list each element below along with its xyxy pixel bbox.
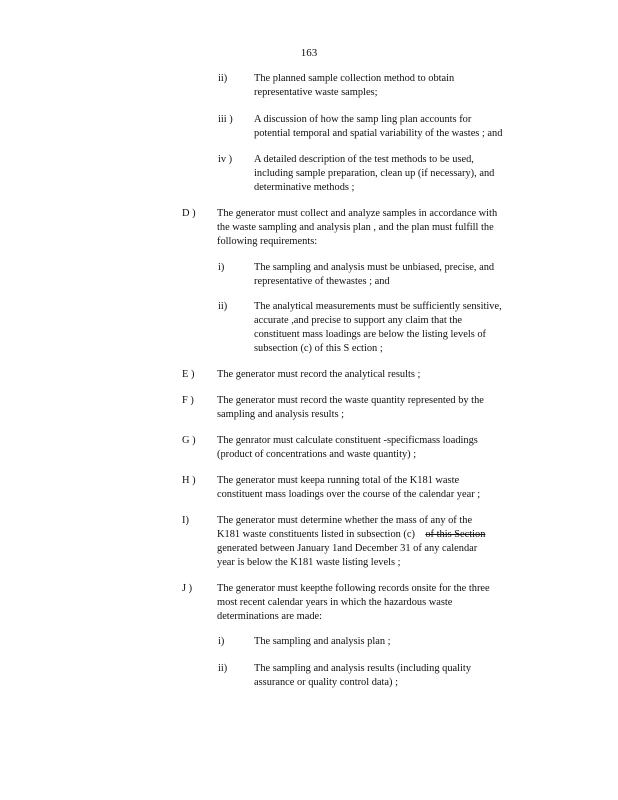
text-line: including sample preparation, clean up (if necessary), and xyxy=(254,168,495,179)
item-label: ii) xyxy=(218,301,228,312)
item-text xyxy=(254,662,471,690)
text-line: assurance or quality control data) ; xyxy=(254,677,398,688)
item-text xyxy=(254,72,454,100)
text-line-part: K181 waste constituents listed in subsection (c) xyxy=(217,529,415,540)
text-line: determinations are made: xyxy=(217,611,323,622)
item-label: E ) xyxy=(182,369,195,380)
item-text xyxy=(217,394,484,422)
text-line: the waste sampling and analysis plan , and the plan must fulfill the xyxy=(217,222,494,233)
item-text xyxy=(254,113,502,141)
text-line: The sampling and analysis plan ; xyxy=(254,636,391,647)
text-line: subsection (c) of this S ection ; xyxy=(254,343,383,354)
item-label: ii) xyxy=(218,663,228,674)
item-text xyxy=(254,635,391,649)
text-line: accurate ,and precise to support any claim that the xyxy=(254,315,463,326)
text-line: (product of concentrations and waste quantity) ; xyxy=(217,449,417,460)
text-line: potential temporal and spatial variability of the wastes ; and xyxy=(254,128,503,139)
item-label: iii ) xyxy=(218,114,233,125)
item-label: I) xyxy=(182,515,189,526)
item-text xyxy=(254,300,502,356)
text-line: determinative methods ; xyxy=(254,182,355,193)
item-text xyxy=(254,261,494,289)
text-line: The generator must keepthe following records onsite for the three xyxy=(217,583,490,594)
item-label: iv ) xyxy=(218,154,233,165)
text-line: A discussion of how the samp ling plan accounts for xyxy=(254,114,472,125)
item-text xyxy=(217,514,485,570)
text-line: The generator must collect and analyze samples in accordance with xyxy=(217,208,498,219)
text-line: The generator must determine whether the mass of any of the xyxy=(217,515,473,526)
item-label: H ) xyxy=(182,475,196,486)
item-label: F ) xyxy=(182,395,194,406)
text-line: sampling and analysis results ; xyxy=(217,409,344,420)
text-line: The generator must keepa running total of the K181 waste xyxy=(217,475,460,486)
item-label: ii) xyxy=(218,73,228,84)
text-line: The sampling and analysis results (including quality xyxy=(254,663,472,674)
text-line: The analytical measurements must be sufficiently sensitive, xyxy=(254,301,502,312)
text-line: The generator must record the waste quantity represented by the xyxy=(217,395,484,406)
item-label: J ) xyxy=(182,583,193,594)
item-text xyxy=(217,582,490,624)
text-line: generated between January 1and December 31 of any calendar xyxy=(217,543,478,554)
item-label: D ) xyxy=(182,208,196,219)
text-line: constituent mass loadings over the course of the calendar year ; xyxy=(217,489,481,500)
item-text xyxy=(217,368,420,382)
item-label: G ) xyxy=(182,435,196,446)
item-text xyxy=(217,434,478,462)
text-line: The planned sample collection method to obtain xyxy=(254,73,455,84)
text-line: The genrator must calculate constituent -specificmass loadings xyxy=(217,435,478,446)
text-line: A detailed description of the test methods to be used, xyxy=(254,154,474,165)
text-line: representative of thewastes ; and xyxy=(254,276,390,287)
text-line: following requirements: xyxy=(217,236,318,247)
text-line: The generator must record the analytical results ; xyxy=(217,369,421,380)
item-text xyxy=(217,207,497,249)
struck-text: of this Section xyxy=(425,529,486,540)
item-label: i) xyxy=(218,636,225,647)
page-number: 163 xyxy=(300,47,318,59)
item-text xyxy=(217,474,480,502)
text-line xyxy=(217,528,485,542)
item-label: i) xyxy=(218,262,225,273)
text-line: year is below the K181 waste listing levels ; xyxy=(217,557,401,568)
item-text xyxy=(254,153,494,195)
text-line: The sampling and analysis must be unbiased, precise, and xyxy=(254,262,495,273)
text-line: constituent mass loadings are below the listing levels of xyxy=(254,329,487,340)
text-line: most recent calendar years in which the hazardous waste xyxy=(217,597,453,608)
text-line: representative waste samples; xyxy=(254,87,378,98)
